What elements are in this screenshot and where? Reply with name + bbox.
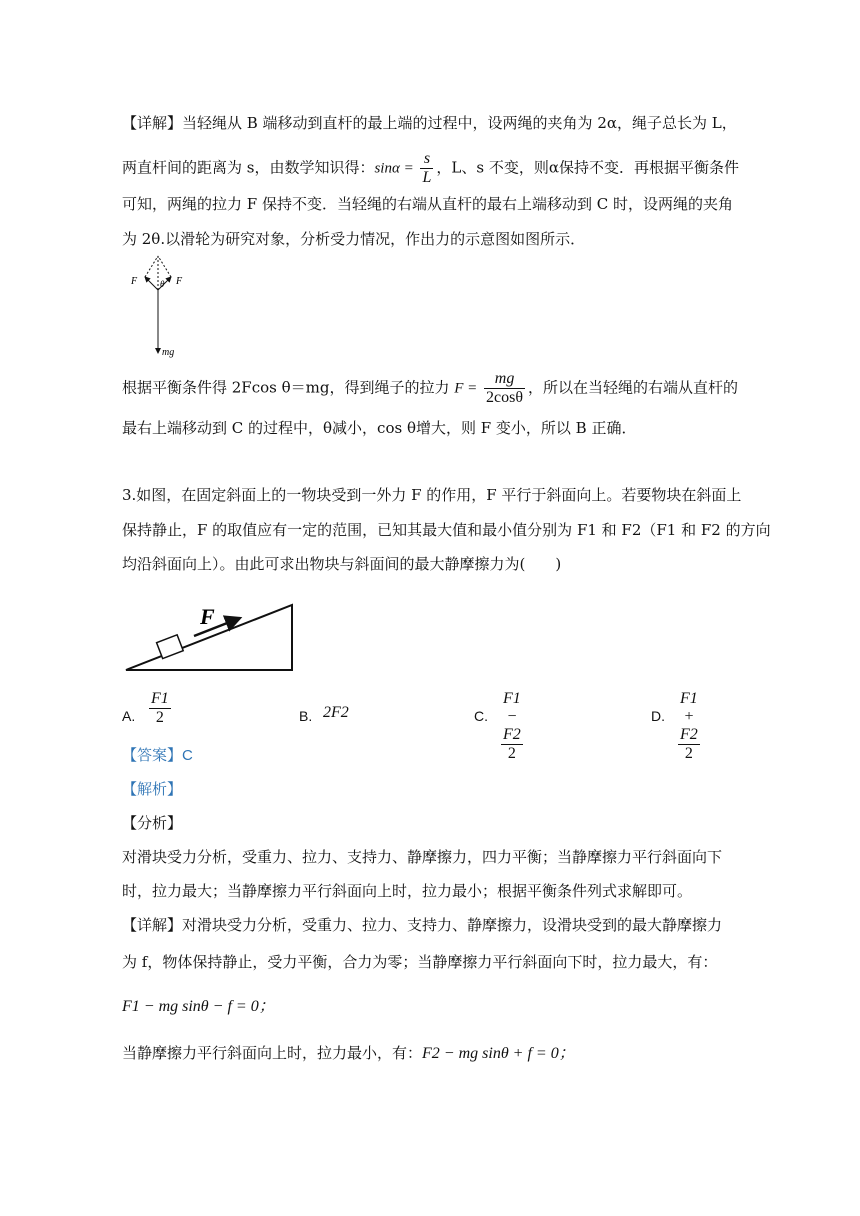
fraction-denominator: L bbox=[422, 169, 432, 186]
xiangjie-line-4 bbox=[122, 1040, 575, 1063]
fraction-denominator: 2 bbox=[149, 708, 171, 727]
sin-alpha-eq: sinα = bbox=[374, 160, 418, 177]
dashed-left bbox=[145, 256, 158, 277]
detail-line-1: 【详解】当轻绳从 B 端移动到直杆的最上端的过程中，设两绳的夹角为 2α，绳子总长为 L， bbox=[122, 114, 737, 132]
answer-value: C bbox=[182, 747, 193, 764]
analysis-tag: 【解析】 bbox=[122, 780, 183, 798]
fraction-denominator: 2 bbox=[501, 744, 523, 763]
option-a-fraction bbox=[149, 690, 171, 727]
theta-label: θ bbox=[160, 279, 165, 289]
fraction-numerator: F1 + F2 bbox=[680, 690, 698, 743]
fraction-numerator: F1 − F2 bbox=[503, 690, 521, 743]
equilibrium-line-1-b: ，所以在当轻绳的右端从直杆的 bbox=[528, 378, 739, 397]
incline-diagram bbox=[122, 598, 297, 673]
option-d-fraction bbox=[678, 690, 700, 763]
option-b-expr: 2F2 bbox=[323, 704, 349, 721]
question-3-line-2: 保持静止，F 的取值应有一定的范围，已知其最大值和最小值分别为 F1 和 F2（F1 和 F2 的方向 bbox=[122, 521, 771, 539]
fraction-numerator: F1 bbox=[151, 690, 169, 707]
fraction-numerator: mg bbox=[494, 370, 515, 387]
force-arrow-label: F bbox=[200, 604, 215, 629]
equilibrium-line-2: 最右上端移动到 C 的过程中，θ减小，cos θ增大，则 F 变小，所以 B 正确． bbox=[122, 419, 637, 437]
detail-line-2-b: ，L、s 不变，则α保持不变．再根据平衡条件 bbox=[436, 158, 739, 177]
answer-tag: 【答案】 bbox=[122, 746, 183, 764]
mg-label: mg bbox=[162, 347, 175, 358]
detail-line-3: 可知，两绳的拉力 F 保持不变．当轻绳的右端从直杆的最右上端移动到 C 时，设两绳的夹角 bbox=[122, 195, 733, 213]
equilibrium-line-1-a: 根据平衡条件得 2Fcos θ＝mg，得到绳子的拉力 bbox=[122, 378, 455, 397]
fraction-s-over-L bbox=[420, 150, 433, 187]
fenxi-tag: 【分析】 bbox=[122, 814, 183, 832]
equation-1: F1 − mg sinθ − f = 0； bbox=[122, 998, 275, 1015]
fenxi-line-2: 时，拉力最大；当静摩擦力平行斜面向上时，拉力最小；根据平衡条件列式求解即可。 bbox=[122, 882, 693, 900]
fraction-numerator: s bbox=[423, 150, 431, 167]
force-label-right: F bbox=[176, 276, 183, 287]
fraction-denominator: 2cosθ bbox=[486, 389, 524, 406]
option-c-fraction bbox=[501, 690, 523, 763]
question-3-line-3: 均沿斜面向上）。由此可求出物块与斜面间的最大静摩擦力为( ) bbox=[122, 555, 562, 573]
xiangjie-line-2: 为 f，物体保持静止，受力平衡，合力为零；当静摩擦力平行斜面向下时，拉力最大，有： bbox=[122, 953, 718, 971]
xiangjie-line-1: 【详解】对滑块受力分析，受重力、拉力、支持力、静摩擦力，设滑块受到的最大静摩擦力 bbox=[122, 916, 723, 934]
force-diagram bbox=[125, 250, 195, 365]
answer-line bbox=[122, 744, 193, 765]
block bbox=[157, 635, 184, 659]
xiangjie-line-4-text: 当静摩擦力平行斜面向上时，拉力最小，有： bbox=[122, 1044, 423, 1062]
detail-line-2-a: 两直杆间的距离为 s，由数学知识得： bbox=[122, 158, 375, 177]
option-d-label: D. bbox=[651, 708, 665, 724]
option-b-label: B. bbox=[299, 708, 313, 724]
question-3-line-1: 3.如图，在固定斜面上的一物块受到一外力 F 的作用，F 平行于斜面向上。若要物块在斜面上 bbox=[122, 486, 742, 504]
option-a-label: A. bbox=[122, 708, 136, 724]
equilibrium-line-1 bbox=[122, 370, 738, 407]
dashed-right bbox=[158, 256, 171, 277]
force-label-left: F bbox=[131, 276, 138, 287]
fenxi-line-1: 对滑块受力分析，受重力、拉力、支持力、静摩擦力，四力平衡；当静摩擦力平行斜面向下 bbox=[122, 848, 723, 866]
equation-2: F2 − mg sinθ + f = 0； bbox=[422, 1045, 575, 1062]
option-c-label: C. bbox=[474, 708, 488, 724]
detail-line-4: 为 2θ.以滑轮为研究对象，分析受力情况，作出力的示意图如图所示． bbox=[122, 230, 586, 248]
fraction-denominator: 2 bbox=[678, 744, 700, 763]
rope-left bbox=[145, 277, 158, 290]
tension-eq-lhs: F = bbox=[454, 380, 482, 397]
detail-line-2 bbox=[122, 150, 739, 187]
fraction-mg-over-2cos bbox=[484, 370, 525, 407]
